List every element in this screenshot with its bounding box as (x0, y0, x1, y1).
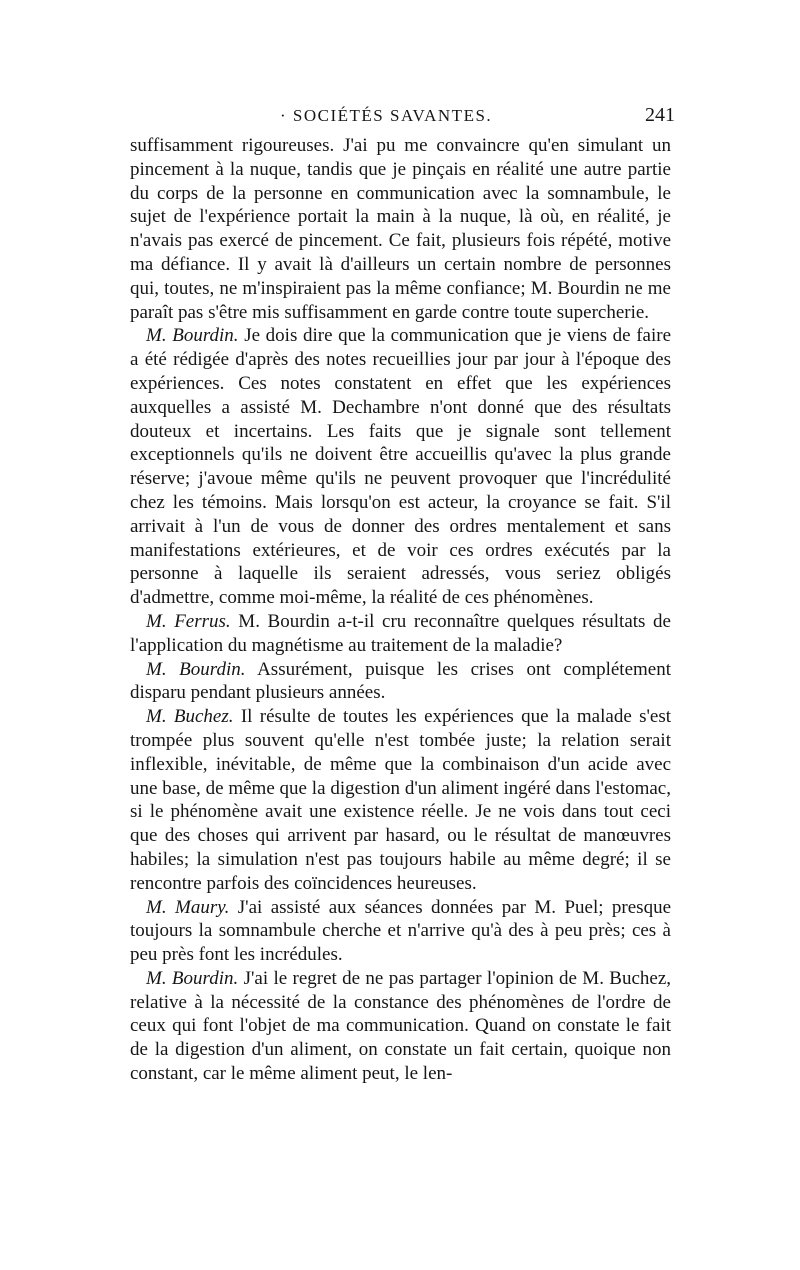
paragraph (130, 896, 671, 967)
paragraph-text: J'ai assisté aux séances données par M. Puel; presque toujours la somnambule cherche et n'arrive qu'à des à peu près; ces à peu près font les incrédules. (130, 896, 672, 966)
paragraph-text: Il résulte de toutes les expériences que la malade s'est trompée plus souvent qu'elle n'est tombée juste; la relation serait inflexible, inévitable, de même que la combinaison d'un acide avec une base, de même que la digestion d'un aliment ingéré dans l'estomac, si le phénomène avait une existence réelle. Je ne vois dans tout ceci que des choses qui arrivent par hasard, ou le résultat de manœuvres habiles; la simulation n'est pas toujours habile au même degré; il se rencontre parfois des coïncidences heureuses. (130, 706, 671, 894)
speaker-name: M. Ferrus. (146, 610, 231, 632)
paragraph (130, 967, 671, 1086)
speaker-name: M. Bourdin. (146, 325, 239, 347)
page-header (130, 100, 675, 134)
paragraph (130, 324, 671, 610)
speaker-name: M. Bourdin. (146, 967, 239, 989)
paragraph (130, 134, 671, 324)
speaker-name: M. Maury. (146, 896, 230, 918)
paragraph-text: suffisamment rigoureuses. J'ai pu me convaincre qu'en simulant un pincement à la nuque, tandis que je pinçais en réalité une autre partie du corps de la personne en communication avec la somnambule, le sujet de l'expérience portait la main à la nuque, là où, en réalité, je n'avais pas exercé de pincement. Ce fait, plusieurs fois répété, motive ma défiance. Il y avait là d'ailleurs un certain nombre de personnes qui, toutes, ne m'inspiraient pas la même confiance; M. Bourdin ne me paraît pas s'être mis suffisamment en garde contre toute supercherie. (130, 135, 671, 323)
page-number: 241 (645, 104, 675, 126)
paragraph (130, 610, 671, 658)
book-page (130, 100, 675, 1086)
paragraph (130, 705, 671, 895)
paragraph-text: M. Bourdin a-t-il cru reconnaître quelques résultats de l'application du magnétisme au traitement de la maladie? (130, 610, 671, 656)
body-text (130, 134, 671, 1086)
speaker-name: M. Buchez. (146, 706, 234, 728)
paragraph (130, 658, 671, 706)
paragraph-text: J'ai le regret de ne pas partager l'opinion de M. Buchez, relative à la nécessité de la constance des phénomènes de l'ordre de ceux qui font l'objet de ma communication. Quand on constate le fait de la digestion d'un aliment, on constate un fait certain, quoique non constant, car le même aliment peut, le len- (130, 967, 672, 1085)
speaker-name: M. Bourdin. (146, 658, 246, 680)
running-title: · SOCIÉTÉS SAVANTES. (280, 106, 493, 125)
paragraph-text: Je dois dire que la communication que je viens de faire a été rédigée d'après des notes recueillies jour par jour à l'époque des expériences. Ces notes constatent en effet que les expériences auxquelles a assisté M. Dechambre n'ont donné que des résultats douteux et incertains. Les faits que je signale sont tellement exceptionnels qu'ils ne doivent être accueillis qu'avec la plus grande réserve; j'avoue même qu'ils ne peuvent provoquer que l'incrédulité chez les témoins. Mais lorsqu'on est acteur, la croyance se fait. S'il arrivait à l'un de vous de donner des ordres mentalement et sans manifestations extérieures, et de voir ces ordres exécutés par la personne à laquelle ils seraient adressés, vous seriez obligés d'admettre, comme moi-même, la réalité de ces phénomènes. (130, 325, 671, 609)
paragraph-text: Assurément, puisque les crises ont complétement disparu pendant plusieurs années. (130, 658, 672, 704)
